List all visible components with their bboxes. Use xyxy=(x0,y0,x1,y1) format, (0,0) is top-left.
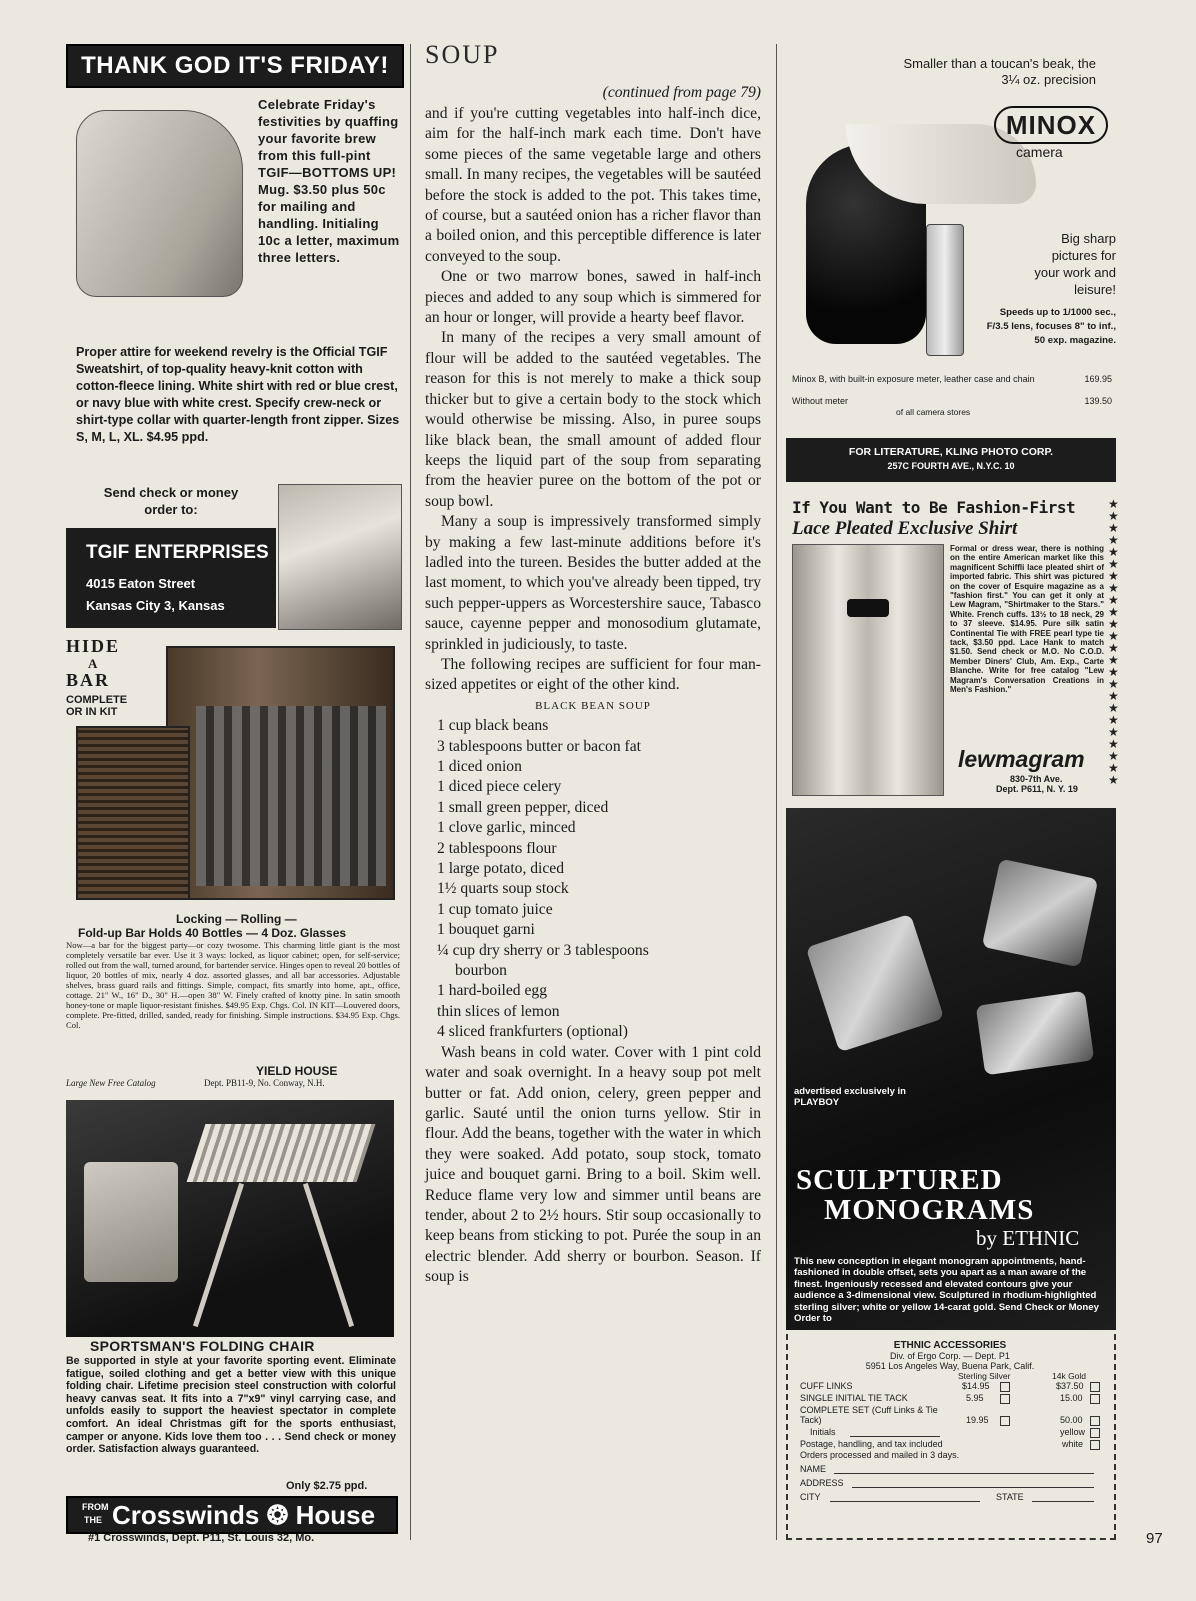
recipe-title: BLACK BEAN SOUP xyxy=(535,699,651,712)
minox-pictures: Big sharp pictures for your work and leisure! xyxy=(1034,231,1116,297)
tgif-address-block xyxy=(66,528,276,628)
crosswinds-address: #1 Crosswinds, Dept. P11, St. Louis 32, Mo. xyxy=(88,1532,315,1544)
ethnic-description: This new conception in elegant monogram appointments, hand-fashioned in double offset, sets you apart as a man aware of the finest. Ingeniously recessed and elevated contours give your audience a 3-dimensional view. Sculptured in rhodium-highlighted sterling silver; white or yellow 14-carat gold. Send Check or Money Order to xyxy=(794,1256,1099,1325)
lew-magram-address: 830-7th Ave. xyxy=(1010,774,1063,784)
gold-checkbox[interactable] xyxy=(1090,1416,1100,1426)
city-label: CITY xyxy=(800,1492,821,1502)
city-field[interactable] xyxy=(830,1501,980,1502)
ingredient-list xyxy=(425,716,761,1043)
paragraph: In many of the recipes a very small amount of flour will be added to the sautéed vegetables. The reason for this is not merely to make a thick soup thicker but to give a certain body to the stock which would otherwise be missing. Also, in puree soups like black bean, the small amount of added flour keeps the liquid part of the soup from separating from the heavier puree on the bottom of the pot or soup bowl. xyxy=(425,329,761,510)
crosswinds-logo xyxy=(66,1496,398,1534)
article-heading: SOUP xyxy=(425,40,500,69)
bar-description: Now—a bar for the biggest party—or cozy twosome. This charming little giant is the most completely versatile bar ever. Use it 3 ways: locked, as liquor cabinet; open, for self-service; rolled out from the wall, turned around, for bartender service. Hinges open to reveal 20 bottles of liquor, 20 bottles of mix, nearly 4 doz. assorted glasses, and all bar accessories. Adjustable shelves, brass guard rails and fittings. Simple, compact, fits smartly into home, apt., office, cottage. 21" W., 16" D., 30" H.—open 38" W. Finely crafted of knotty pine. In satin smooth honey-tone or maple liquor-resistant finishes. $49.95 Exp. Chgs. Col. IN KIT—Louvered doors, complete. Pre-fitted, drilled, sanded, ready for finishing. Simple instructions. $34.95 Exp. Chgs. Col. xyxy=(66,940,400,1030)
name-label: NAME xyxy=(800,1464,827,1474)
paragraph: Many a soup is impressively transformed simply by making a few last-minute additions before it's ladled into the tureen. Besides the butter added at the last moment, to which you've already been tipped, try such pepper-uppers as Worcestershire sauce, Tabasco sauce, cayenne pepper and monosodium glutamate, sprinkled in judiciously, to taste. xyxy=(425,513,761,653)
coupon-title: ETHNIC ACCESSORIES xyxy=(893,1340,1007,1351)
ingredient: ¼ cup dry sherry or 3 tablespoons xyxy=(437,941,649,959)
coupon-row xyxy=(800,1381,1100,1393)
minox-ad xyxy=(786,44,1122,490)
yield-house-brand: YIELD HOUSE xyxy=(256,1064,338,1078)
company-name: TGIF ENTERPRISES xyxy=(86,542,269,563)
minox-tagline: Smaller than a toucan's beak, the 3¼ oz. precision xyxy=(903,56,1096,87)
ethnic-monograms-ad xyxy=(786,808,1116,1330)
minox-camera-word: camera xyxy=(1016,144,1063,160)
price-2-value: 139.50 xyxy=(1084,396,1112,406)
row-silver: $14.95 xyxy=(962,1381,990,1391)
postage-text: Postage, handling, and tax included xyxy=(800,1439,943,1449)
hide-title: HIDE xyxy=(66,636,121,656)
coupon-row xyxy=(800,1393,1100,1405)
city-row xyxy=(800,1492,1100,1506)
free-catalog: Large New Free Catalog xyxy=(66,1078,156,1088)
ingredient: 1 cup tomato juice xyxy=(437,900,553,918)
paragraph: The following recipes are sufficient for four man-sized appetites or eight of the other kind. xyxy=(425,655,761,694)
postage-row xyxy=(800,1439,1100,1450)
coupon-division: Div. of Ergo Corp. — Dept. P1 xyxy=(890,1351,1010,1361)
silver-checkbox[interactable] xyxy=(1000,1394,1010,1404)
ingredient: 1 large potato, diced xyxy=(437,860,565,878)
ingredient: 4 sliced frankfurters (optional) xyxy=(437,1023,628,1041)
method-paragraph: Wash beans in cold water. Cover with 1 pint cold water and soak overnight. In a heavy soup pot melt butter or fat. Add onion, celery, green pepper and garlic. Sauté until the onion turns yellow. Stir in flour. Add the beans, together with the water in which they were soaked. Add potato, soup stock, tomato juice and bouquet garni. Bring to a boil. Skim well. Reduce flame very low and simmer until beans are tender, about 2 to 2½ hours. Stir soup occasionally to keep beans from sticking to pot. Purée the soup in an electric blender. Add sherry or bourbon. Season. If soup is xyxy=(425,1043,761,1286)
price-2-label: Without meter xyxy=(792,396,849,406)
kit-label: COMPLETE OR IN KIT xyxy=(66,694,128,718)
row-gold: 50.00 xyxy=(1060,1415,1083,1425)
bar-cabinet-photo xyxy=(76,646,396,901)
kling-literature: FOR LITERATURE, KLING PHOTO CORP. xyxy=(848,446,1054,458)
company-street: 4015 Eaton Street xyxy=(86,576,196,591)
price-1-value: 169.95 xyxy=(1084,374,1112,384)
ingredient: 1 bouquet garni xyxy=(437,921,535,939)
row-gold: 15.00 xyxy=(1060,1393,1083,1403)
address-field[interactable] xyxy=(852,1487,1094,1488)
logo-name: Crosswinds ❂ House xyxy=(112,1500,376,1530)
col-silver: Sterling Silver xyxy=(958,1371,1011,1381)
continued-note: (continued from page 79) xyxy=(602,84,761,101)
ingredient: 2 tablespoons flour xyxy=(437,839,557,857)
shirt-script: Lace Pleated Exclusive Shirt xyxy=(792,518,1018,539)
lace-shirt-photo xyxy=(792,544,944,796)
ingredient: 1 diced onion xyxy=(437,758,522,775)
logo-the: THE xyxy=(84,1515,102,1525)
initials-row xyxy=(800,1427,1100,1439)
row-gold: $37.50 xyxy=(1056,1381,1084,1391)
soup-article xyxy=(425,40,761,1540)
hide-a-bar-ad xyxy=(66,636,400,1088)
minox-logo: MINOX xyxy=(994,106,1108,144)
minox-stores: of all camera stores xyxy=(896,407,971,417)
ethnic-order-coupon xyxy=(786,1334,1116,1540)
fashion-headline: If You Want to Be Fashion-First xyxy=(792,498,1076,517)
state-field[interactable] xyxy=(1032,1501,1094,1502)
ingredient: bourbon xyxy=(455,962,507,980)
row-silver: 5.95 xyxy=(966,1393,984,1403)
tgif-banner: THANK GOD IT'S FRIDAY! xyxy=(66,44,404,88)
silver-checkbox[interactable] xyxy=(1000,1382,1010,1392)
row-item: CUFF LINKS xyxy=(800,1381,853,1391)
ingredient: 1 small green pepper, diced xyxy=(437,798,609,816)
sweatshirt-photo xyxy=(278,484,402,630)
bar-headline-1: Locking — Rolling — xyxy=(176,912,297,926)
paragraph: and if you're cutting vegetables into half-inch dice, aim for the half-inch mark each time. Don't have some pieces of the same vegetable large and others small. In many recipes, the vegetables will be sautéed before the stock is added to the pot. This takes time, of course, but a sautéed onion has a richer flavor than a boiled onion, and this perceptible difference is later conveyed to the soup. xyxy=(425,105,761,265)
bar-headline-2: Fold-up Bar Holds 40 Bottles — 4 Doz. Glasses xyxy=(78,926,347,940)
tgif-ad xyxy=(66,44,400,629)
shirt-description: Formal or dress wear, there is nothing on the entire American market like this magnificent Schiffli lace pleated shirt of imported fabric. This shirt was pictured on the cover of Esquire magazine as a "fashion first." You can get it only at Lew Magram, "Shirtmaker to the Stars." White. French cuffs. 13½ to 18 neck, 29 to 37 sleeve. $14.95. Pure silk satin Continental Tie with FREE pearl type tie tack, $3.50 ppd. Lace Hank to match $1.50. Send check or M.O. No C.O.D. Member Diners' Club, Am. Exp., Carte Blanche. Write for free catalog "Lew Magram's Conversation Creations in Men's Fashion." xyxy=(950,544,1104,695)
yellow-label: yellow xyxy=(1060,1427,1086,1437)
chair-description: Be supported in style at your favorite sporting event. Eliminate fatigue, soiled clothing and get a better view with this unique folding chair. Lifetime precision steel construction with colorful heavy canvas seat. It fits into a 7"x9" vinyl carrying case, and unfolds easily to support the heaviest spectator in complete comfort. An ideal Christmas gift for the sports enthusiast, camper or anyone. Kids love them too . . . Send check or money order. Satisfaction always guaranteed. xyxy=(66,1355,396,1456)
state-label: STATE xyxy=(996,1492,1024,1502)
row-item: COMPLETE SET (Cuff Links & Tie Tack) xyxy=(800,1405,938,1425)
bar-title: BAR xyxy=(66,670,111,690)
lew-magram-dept: Dept. P611, N. Y. 19 xyxy=(996,784,1078,794)
ingredient: 1 diced piece celery xyxy=(437,778,562,796)
row-silver: 19.95 xyxy=(966,1415,989,1425)
yield-house-dept: Dept. PB11-9, No. Conway, N.H. xyxy=(204,1078,325,1088)
lew-magram-ad xyxy=(786,498,1122,800)
chair-title: SPORTSMAN'S FOLDING CHAIR xyxy=(90,1338,315,1354)
company-city: Kansas City 3, Kansas xyxy=(86,598,225,613)
kling-photo-bar xyxy=(786,438,1116,482)
orders-text: Orders processed and mailed in 3 days. xyxy=(800,1450,960,1460)
address-row xyxy=(800,1478,1100,1492)
row-item: SINGLE INITIAL TIE TACK xyxy=(800,1393,908,1403)
minox-price-1 xyxy=(792,374,1112,384)
lew-magram-brand: lewmagram xyxy=(958,746,1085,772)
yellow-checkbox[interactable] xyxy=(1090,1428,1100,1438)
gold-checkbox[interactable] xyxy=(1090,1382,1100,1392)
name-row xyxy=(800,1464,1100,1478)
white-label: white xyxy=(1062,1439,1084,1449)
article-intro xyxy=(425,104,761,1288)
white-checkbox[interactable] xyxy=(1090,1440,1100,1450)
paragraph: One or two marrow bones, sawed in half-inch pieces and added to any soup which is simmered for an hour or longer, will provide a hearty beef flavor. xyxy=(425,268,761,327)
logo-from: FROM xyxy=(82,1502,109,1512)
kling-address: 257C FOURTH AVE., N.Y.C. 10 xyxy=(887,461,1015,471)
advertised-exclusively: advertised exclusively in PLAYBOY xyxy=(794,1086,906,1108)
name-field[interactable] xyxy=(834,1473,1094,1474)
chair-price: Only $2.75 ppd. xyxy=(286,1480,368,1492)
folding-chair-ad xyxy=(66,1100,400,1544)
ingredient: 3 tablespoons butter or bacon fat xyxy=(437,737,641,755)
ingredient: thin slices of lemon xyxy=(437,1002,560,1020)
folding-chair-photo xyxy=(66,1100,394,1337)
coupon-row xyxy=(800,1405,1100,1427)
ingredient: 1 clove garlic, minced xyxy=(437,819,576,837)
price-1-label: Minox B, with built-in exposure meter, leather case and chain xyxy=(792,374,1035,384)
monogram-cufflinks-photo xyxy=(810,858,1100,1078)
coupon-headers xyxy=(800,1371,1100,1381)
star-border-icon: ★ ★ ★ ★ ★ ★ ★ ★ ★ ★ ★ ★ ★ ★ ★ ★ ★ ★ ★ ★ ★ ★ ★ ★ xyxy=(1108,497,1119,787)
hide-a-letter: A xyxy=(88,656,98,671)
sweatshirt-description: Proper attire for weekend revelry is the Official TGIF Sweatshirt, of top-quality heavy-knit cotton with cotton-fleece lining. White shirt with red or blue crest, or navy blue with white crest. Specify crew-neck or shirt-type collar with quarter-length front zipper. Sizes S, M, L, XL. $4.95 ppd. xyxy=(76,345,400,444)
column-rule-right xyxy=(776,44,777,1540)
ingredient: 1 cup black beans xyxy=(437,717,549,735)
minox-specs: Speeds up to 1/1000 sec., F/3.5 lens, focuses 8" to inf., 50 exp. magazine. xyxy=(986,307,1116,346)
mug-description: Celebrate Friday's festivities by quaffing your favorite brew from this full-pint TGIF—BOTTOMS UP! Mug. $3.50 plus 50c for mailing and handling. Initialing 10c a letter, maximum three letters. xyxy=(258,97,400,265)
send-order-text: Send check or money order to: xyxy=(103,485,239,517)
sculptured-title: SCULPTURED xyxy=(796,1164,1003,1196)
address-label: ADDRESS xyxy=(800,1478,844,1488)
ingredient: 1 hard-boiled egg xyxy=(437,982,547,1000)
silver-checkbox[interactable] xyxy=(1000,1416,1010,1426)
column-rule-left xyxy=(410,44,411,1540)
page-number: 97 xyxy=(1146,1530,1163,1547)
mug-photo xyxy=(76,110,243,297)
coupon-address: 5951 Los Angeles Way, Buena Park, Calif. xyxy=(865,1361,1035,1371)
col-gold: 14k Gold xyxy=(1052,1371,1087,1381)
initials-label: Initials xyxy=(810,1427,836,1437)
gold-checkbox[interactable] xyxy=(1090,1394,1100,1404)
by-ethnic: by ETHNIC xyxy=(976,1226,1080,1250)
initials-field[interactable] xyxy=(850,1436,940,1437)
monograms-title: MONOGRAMS xyxy=(824,1194,1035,1226)
minox-price-2 xyxy=(792,396,1112,406)
ingredient: 1½ quarts soup stock xyxy=(437,880,569,898)
